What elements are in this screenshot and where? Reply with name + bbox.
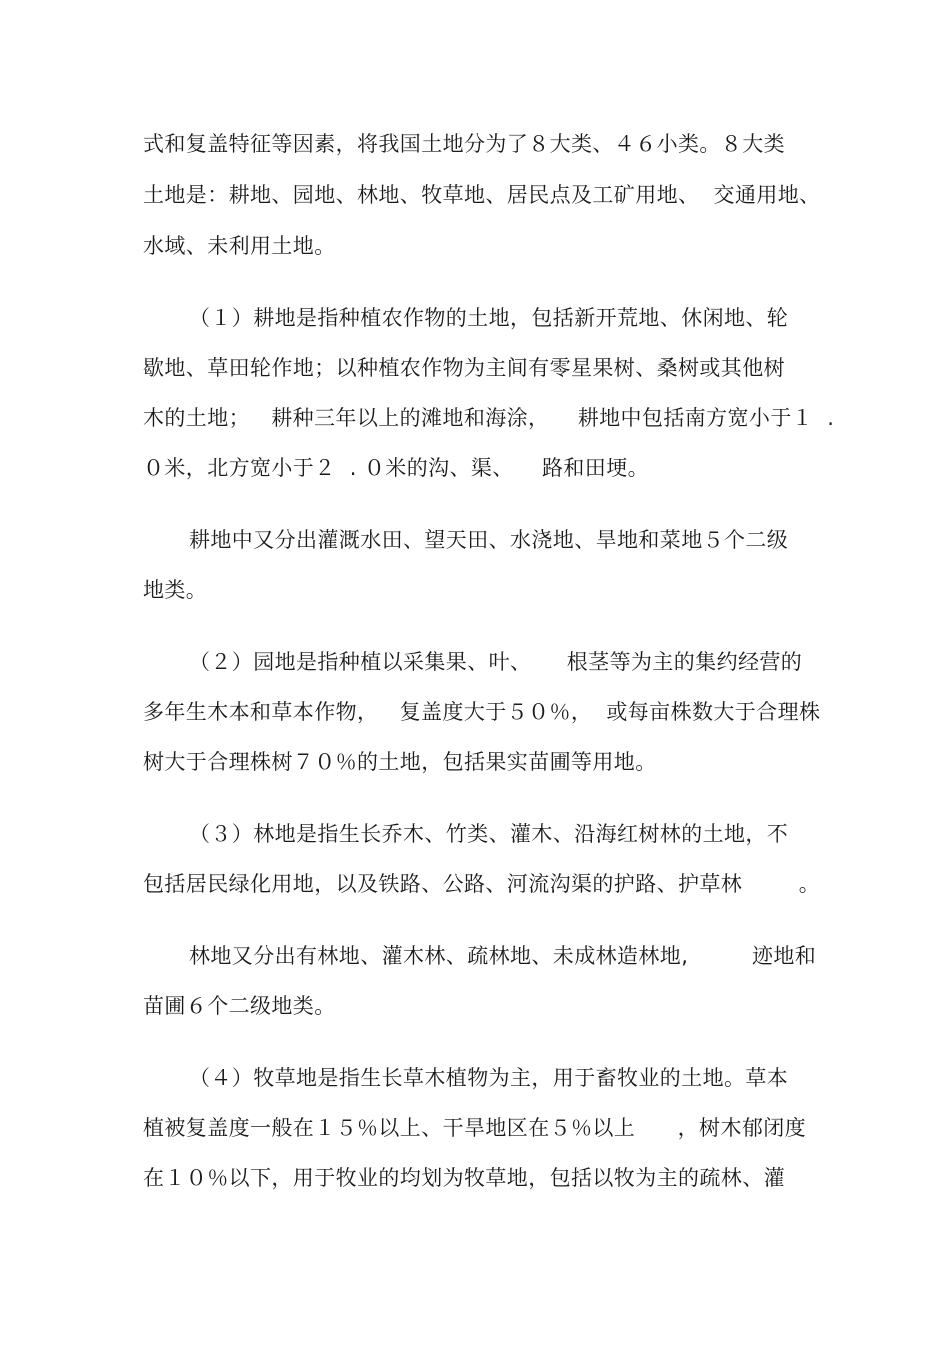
text-line-1: 式和复盖特征等因素，将我国土地分为了８大类、４６小类。８大类 [143,132,785,156]
text-line-15: 林地又分出有林地、灌木林、疏林地、未成林造林地, 迹地和 [189,944,817,968]
text-line-17: （４）牧草地是指生长草木植物为主，用于畜牧业的土地。草本 [189,1066,789,1090]
text-line-12: 树大于合理株树７０％的土地，包括果实苗圃等用地。 [143,750,657,774]
text-line-19: 在１０％以下，用于牧业的均划为牧草地，包括以牧为主的疏林、灌 [143,1166,785,1190]
text-line-3: 水域、未利用土地。 [143,234,336,258]
text-line-2: 土地是：耕地、园地、林地、牧草地、居民点及工矿用地、 交通用地、 [143,183,821,207]
text-line-8: 耕地中又分出灌溉水田、望天田、水浇地、旱地和菜地５个二级 [189,528,789,552]
text-line-7: ０米，北方宽小于２ . ０米的沟、渠、 路和田埂。 [143,456,650,480]
text-line-11: 多年生木本和草本作物， 复盖度大于５０％， 或每亩株数大于合理株 [143,700,821,724]
text-line-16: 苗圃６个二级地类。 [143,994,336,1018]
text-line-13: （３）林地是指生长乔木、竹类、灌木、沿海红树林的土地，不 [189,822,789,846]
text-line-18: 植被复盖度一般在１５％以上、干旱地区在５％以上 ，树木郁闭度 [143,1116,807,1140]
text-line-9: 地类。 [143,578,208,602]
text-line-14: 包括居民绿化用地，以及铁路、公路、河流沟渠的护路、护草林 。 [143,872,821,896]
text-line-5: 歇地、草田轮作地；以种植农作物为主间有零星果树、桑树或其他树 [143,356,785,380]
text-line-6: 木的土地； 耕种三年以上的滩地和海涂， 耕地中包括南方宽小于１ . [143,406,835,430]
text-line-4: （１）耕地是指种植农作物的土地，包括新开荒地、休闲地、轮 [189,306,789,330]
text-line-10: （２）园地是指种植以采集果、叶、 根茎等为主的集约经营的 [189,650,803,674]
